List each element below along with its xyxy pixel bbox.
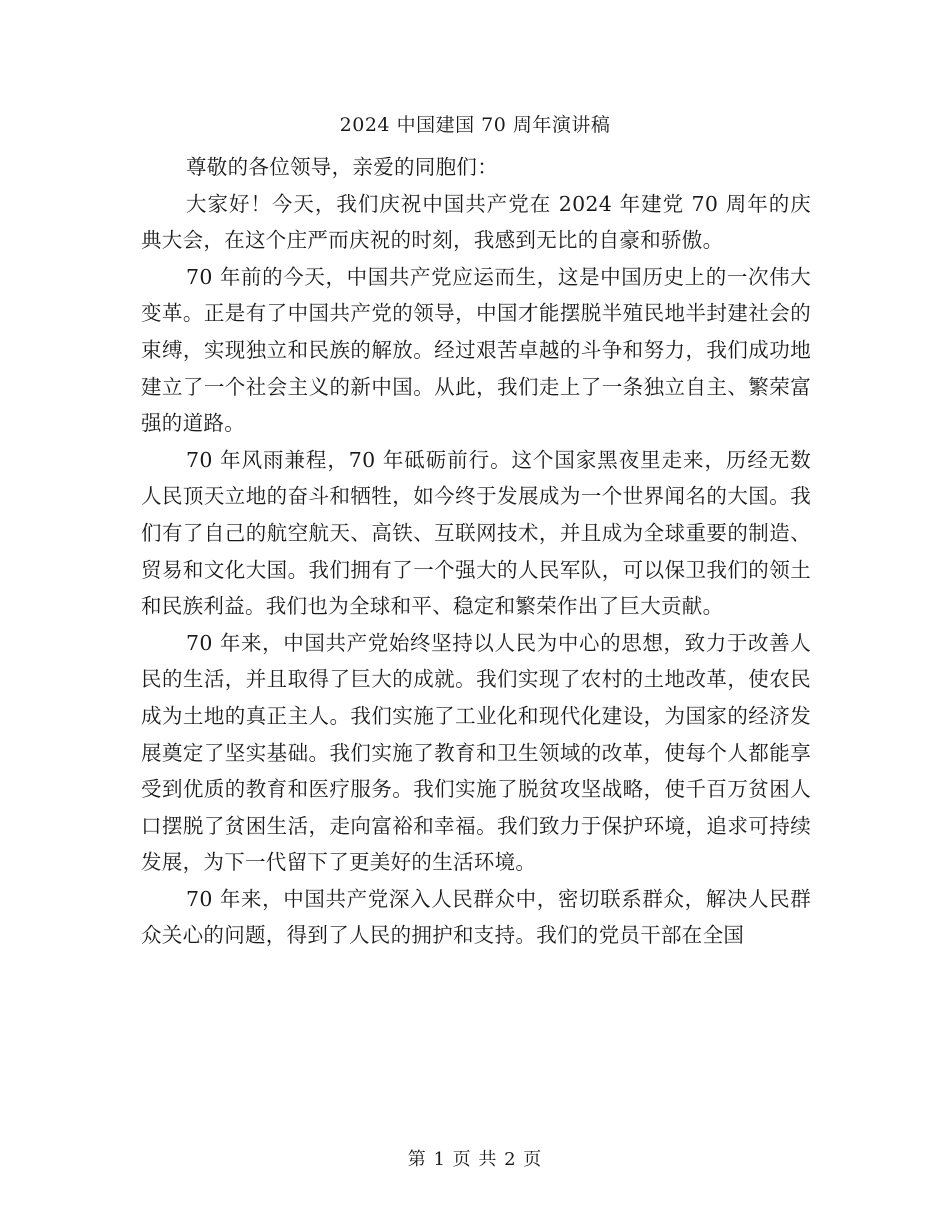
document-title: 2024 中国建国 70 周年演讲稿 [339,114,611,136]
paragraph-history: 70 年前的今天，中国共产党应运而生，这是中国历史上的一次伟大变革。正是有了中国共产党的领导，中国才能摆脱半殖民地半封建社会的束缚，实现独立和民族的解放。经过艰苦卓越的斗争和努力，我们成功地建立了一个社会主义的新中国。从此，我们走上了一条独立自主、繁荣富强的道路。 [141,264,811,436]
paragraph-salutation: 尊敬的各位领导，亲爱的同胞们： [186,155,498,179]
paragraph-development: 70 年风雨兼程，70 年砥砺前行。这个国家黑夜里走来，历经无数人民顶天立地的奋斗和牺牲，如今终于发展成为一个世界闻名的大国。我们有了自己的航空航天、高铁、互联网技术，并且成为全球重要的制造、贸易和文化大国。我们拥有了一个强大的人民军队，可以保卫我们的领土和民族利益。我们也为全球和平、稳定和繁荣作出了巨大贡献。 [141,447,811,619]
document-body [141,149,811,954]
paragraph-achievements: 70 年来，中国共产党始终坚持以人民为中心的思想，致力于改善人民的生活，并且取得了巨大的成就。我们实现了农村的土地改革，使农民成为土地的真正主人。我们实施了工业化和现代化建设，为国家的经济发展奠定了坚实基础。我们实施了教育和卫生领域的改革，使每个人都能享受到优质的教育和医疗服务。我们实施了脱贫攻坚战略，使千百万贫困人口摆脱了贫困生活，走向富裕和幸福。我们致力于保护环境，追求可持续发展，为下一代留下了更美好的生活环境。 [141,630,811,875]
paragraph-greeting: 大家好！今天，我们庆祝中国共产党在 2024 年建党 70 周年的庆典大会，在这个庄严而庆祝的时刻，我感到无比的自豪和骄傲。 [141,191,811,253]
paragraph-people: 70 年来，中国共产党深入人民群众中，密切联系群众，解决人民群众关心的问题，得到了人民的拥护和支持。我们的党员干部在全国 [141,886,811,948]
page-number-footer: 第 1 页 共 2 页 [407,1149,543,1170]
